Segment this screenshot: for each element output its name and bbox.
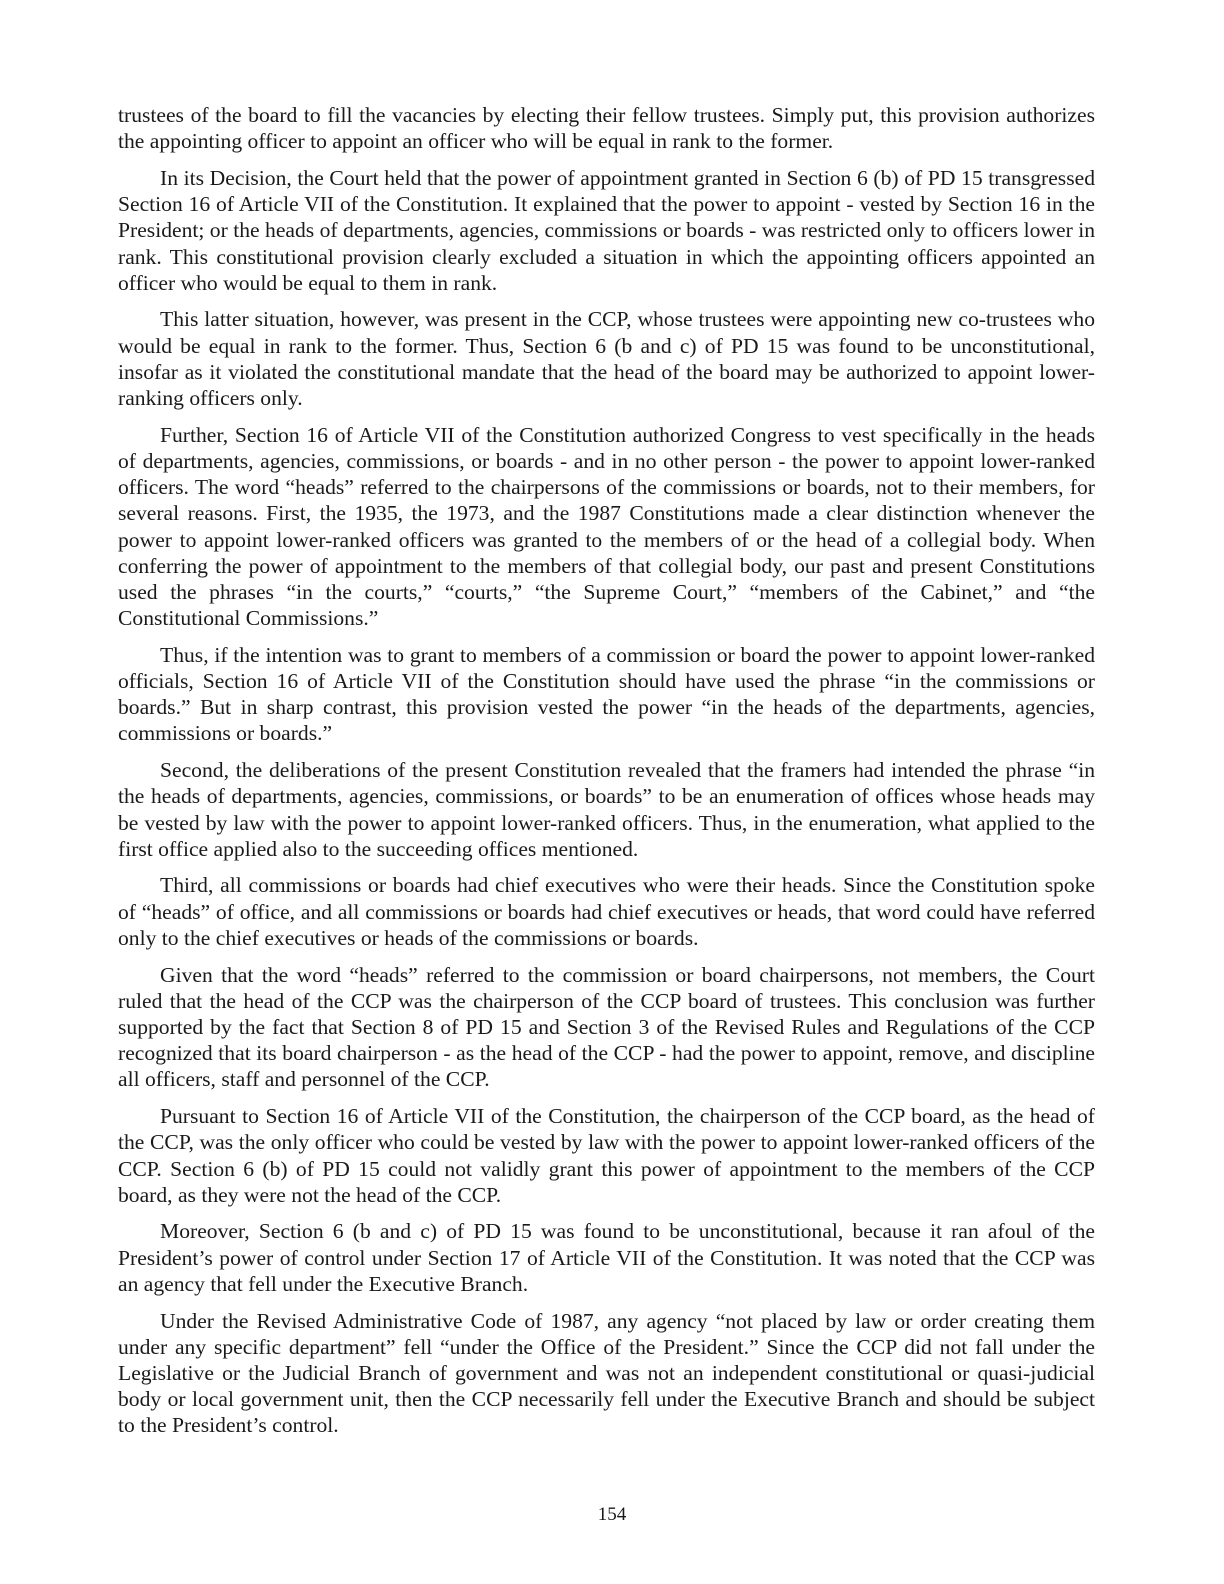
paragraph: Under the Revised Administrative Code of 1987, any agency “not placed by law or order creating them under any specific department” fell “under the Office of the President.” Since the CCP did not fall under the Legislative or the Judicial Branch of government and was not an independent constitutional or quasi-judicial body or local government unit, then the CCP necessarily fell under the Executive Branch and should be subject to the President’s control. [118,1308,1095,1438]
paragraph-continuation: trustees of the board to fill the vacancies by electing their fellow trustees. Simply put, this provision authorizes the appointing officer to appoint an officer who will be equal in rank to the former. [118,103,1095,154]
paragraph: In its Decision, the Court held that the power of appointment granted in Section 6 (b) of PD 15 transgressed Section 16 of Article VII of the Constitution. It explained that the power to appoint - vested by Section 16 in the President; or the heads of departments, agencies, commissions or boards - was restricted only to officers lower in rank. This constitutional provision clearly excluded a situation in which the appointing officers appointed an officer who would be equal to them in rank. [118,165,1095,295]
page-body [118,102,1095,1449]
paragraph: Further, Section 16 of Article VII of the Constitution authorized Congress to vest specifically in the heads of departments, agencies, commissions, or boards - and in no other person - the power to appoint lower-ranked officers. The word “heads” referred to the chairpersons of the commissions or boards, not to their members, for several reasons. First, the 1935, the 1973, and the 1987 Constitutions made a clear distinction whenever the power to appoint lower-ranked officers was granted to the members of or the head of a collegial body. When conferring the power of appointment to the members of that collegial body, our past and present Constitutions used the phrases “in the courts,” “courts,” “the Supreme Court,” “members of the Cabinet,” and “the Constitutional Commissions.” [118,422,1095,631]
paragraph: Thus, if the intention was to grant to members of a commission or board the power to appoint lower-ranked officials, Section 16 of Article VII of the Constitution should have used the phrase “in the commissions or boards.” But in sharp contrast, this provision vested the power “in the heads of the departments, agencies, commissions or boards.” [118,642,1095,746]
paragraph: Given that the word “heads” referred to the commission or board chairpersons, not members, the Court ruled that the head of the CCP was the chairperson of the CCP board of trustees. This conclusion was further supported by the fact that Section 8 of PD 15 and Section 3 of the Revised Rules and Regulations of the CCP recognized that its board chairperson - as the head of the CCP - had the power to appoint, remove, and discipline all officers, staff and personnel of the CCP. [118,962,1095,1092]
paragraph: Moreover, Section 6 (b and c) of PD 15 was found to be unconstitutional, because it ran afoul of the President’s power of control under Section 17 of Article VII of the Constitution. It was noted that the CCP was an agency that fell under the Executive Branch. [118,1219,1095,1296]
page-number: 154 [597,1504,627,1525]
paragraph: Pursuant to Section 16 of Article VII of the Constitution, the chairperson of the CCP board, as the head of the CCP, was the only officer who could be vested by law with the power to appoint lower-ranked officers of the CCP. Section 6 (b) of PD 15 could not validly grant this power of appointment to the members of the CCP board, as they were not the head of the CCP. [118,1104,1095,1207]
paragraph: This latter situation, however, was present in the CCP, whose trustees were appointing new co-trustees who would be equal in rank to the former. Thus, Section 6 (b and c) of PD 15 was found to be unconstitutional, insofar as it violated the constitutional mandate that the head of the board may be authorized to appoint lower-ranking officers only. [118,307,1095,411]
paragraph: Second, the deliberations of the present Constitution revealed that the framers had intended the phrase “in the heads of departments, agencies, commissions, or boards” to be an enumeration of offices whose heads may be vested by law with the power to appoint lower-ranked officers. Thus, in the enumeration, what applied to the first office applied also to the succeeding offices mentioned. [118,758,1095,861]
paragraph: Third, all commissions or boards had chief executives who were their heads. Since the Constitution spoke of “heads” of office, and all commissions or boards had chief executives or heads, that word could have referred only to the chief executives or heads of the commissions or boards. [118,873,1095,950]
